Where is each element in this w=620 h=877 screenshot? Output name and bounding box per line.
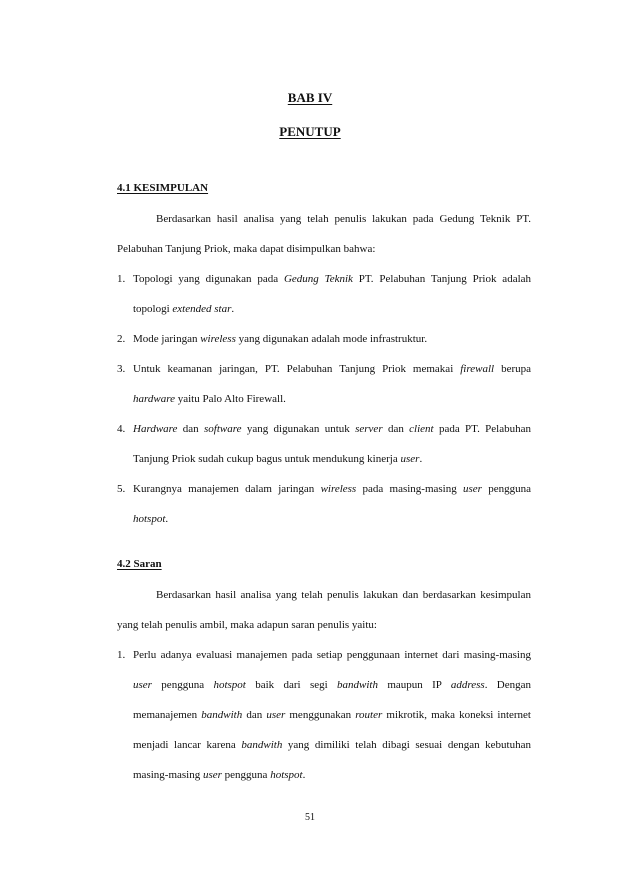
text-segment: yaitu Palo Alto Firewall. — [174, 393, 286, 405]
text-segment: menggunakan — [285, 709, 356, 721]
text-segment: dan — [382, 423, 410, 435]
text-segment: . — [302, 769, 306, 781]
text-segment: . — [419, 453, 423, 465]
text-segment: mikrotik, maka koneksi internet menjadi lancar karena — [133, 709, 531, 751]
text-segment: pengguna — [221, 769, 271, 781]
list-item-text — [133, 333, 427, 345]
italic-term: firewall — [460, 363, 495, 375]
text-segment: Perlu adanya evaluasi manajemen pada setiap penggunaan internet dari masing-masing — [133, 649, 531, 661]
list-item-number: 3. — [117, 363, 126, 375]
text-segment: dan — [242, 709, 267, 721]
list-item — [117, 414, 531, 474]
list-item — [117, 474, 531, 534]
italic-term: user — [400, 453, 420, 465]
list-item — [117, 324, 531, 354]
section-intro-saran: Berdasarkan hasil analisa yang telah penulis lakukan dan berdasarkan kesimpulan yang telah penulis ambil, maka adapun saran penulis yaitu: — [117, 589, 531, 631]
text-segment: pada PT. Pelabuhan Tanjung Priok sudah cukup bagus untuk mendukung kinerja — [133, 423, 531, 465]
list-item — [117, 264, 531, 324]
italic-term: Gedung Teknik — [283, 273, 353, 285]
italic-term: bandwith — [241, 739, 283, 751]
list-item — [117, 640, 531, 790]
text-segment: baik dari segi — [245, 679, 338, 691]
italic-term: address — [450, 679, 485, 691]
chapter-number: BAB IV — [287, 90, 333, 105]
italic-term: extended star — [172, 303, 232, 315]
italic-term: server — [355, 423, 383, 435]
list-item-number: 2. — [117, 333, 126, 345]
text-segment: dan — [177, 423, 204, 435]
italic-term: software — [203, 423, 242, 435]
italic-term: bandwith — [201, 709, 243, 721]
list-item — [117, 354, 531, 414]
italic-term: hardware — [133, 393, 175, 405]
text-segment: Kurangnya manajemen dalam jaringan — [133, 483, 321, 495]
list-item-number: 1. — [117, 649, 126, 661]
italic-term: user — [463, 483, 482, 495]
text-segment: yang dimiliki telah dibagi sesuai dengan kebutuhan masing-masing — [133, 739, 531, 781]
text-segment: PT. Pelabuhan Tanjung Priok adalah topologi — [133, 273, 532, 315]
italic-term: bandwith — [337, 679, 378, 691]
list-item-text — [133, 423, 531, 465]
section-intro-kesimpulan: Berdasarkan hasil analisa yang telah penulis lakukan pada Gedung Teknik PT. Pelabuhan Tanjung Priok, maka dapat disimpulkan bahwa: — [117, 213, 531, 255]
text-segment: . — [165, 513, 169, 525]
italic-term: user — [202, 769, 222, 781]
text-segment: yang digunakan adalah mode infrastruktur. — [235, 333, 428, 345]
list-item-number: 5. — [117, 483, 126, 495]
text-segment: . Dengan memanajemen — [133, 679, 532, 721]
conclusion-list — [117, 264, 531, 534]
list-item-text — [133, 649, 531, 781]
italic-term: client — [409, 423, 434, 435]
italic-term: wireless — [320, 483, 357, 495]
list-item-number: 1. — [117, 273, 126, 285]
italic-term: hotspot — [213, 679, 246, 691]
section-heading-kesimpulan: 4.1 KESIMPULAN — [117, 182, 209, 194]
italic-term: wireless — [200, 333, 236, 345]
text-segment: Topologi yang digunakan pada — [133, 273, 284, 285]
italic-term: hotspot — [133, 513, 166, 525]
text-segment: . — [231, 303, 235, 315]
italic-term: hotspot — [270, 769, 303, 781]
italic-term: user — [266, 709, 286, 721]
list-item-text — [133, 363, 531, 405]
italic-term: router — [355, 709, 383, 721]
text-segment: berupa — [494, 363, 531, 375]
text-segment: pengguna — [481, 483, 531, 495]
text-segment: pada masing-masing — [356, 483, 463, 495]
list-item-number: 4. — [117, 423, 126, 435]
chapter-title: PENUTUP — [279, 124, 341, 139]
text-segment: pengguna — [151, 679, 214, 691]
list-item-text — [133, 273, 531, 315]
list-item-text — [133, 483, 531, 525]
text-segment: yang digunakan untuk — [241, 423, 356, 435]
page-number: 51 — [305, 812, 315, 823]
text-segment: Mode jaringan — [133, 333, 201, 345]
section-heading-saran: 4.2 Saran — [117, 558, 162, 570]
suggestion-list — [117, 640, 531, 790]
italic-term: Hardware — [133, 423, 178, 435]
italic-term: user — [133, 679, 152, 691]
text-segment: Untuk keamanan jaringan, PT. Pelabuhan Tanjung Priok memakai — [133, 363, 461, 375]
text-segment: maupun IP — [377, 679, 451, 691]
